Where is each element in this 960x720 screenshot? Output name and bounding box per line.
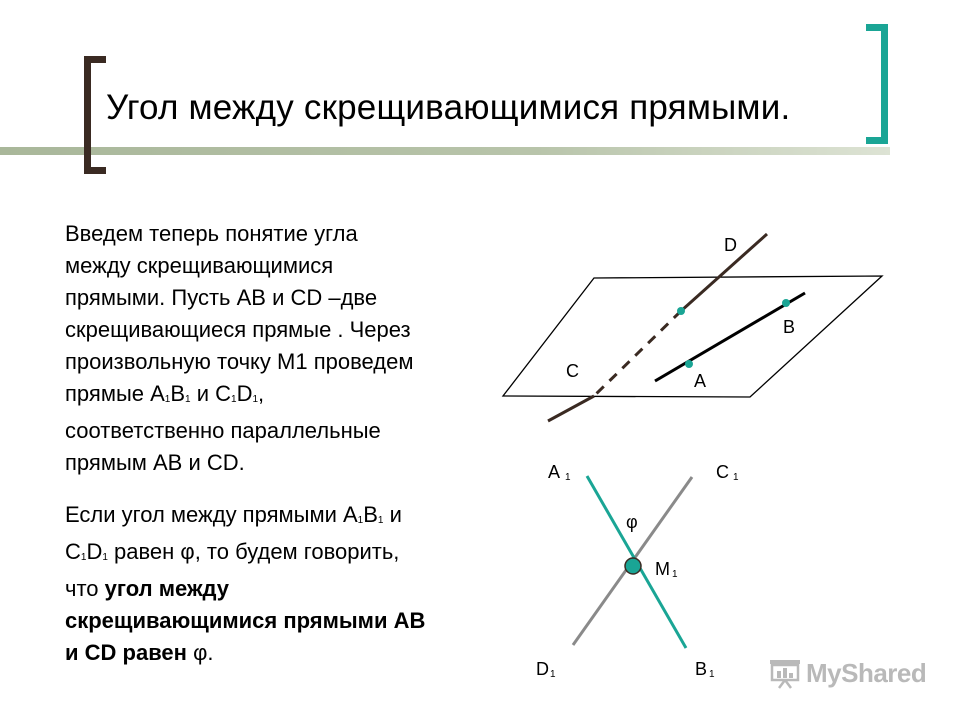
subscript: 1	[80, 552, 87, 563]
text-fragment: D	[86, 539, 103, 564]
subscript: 1	[377, 515, 384, 526]
label-m1: M	[655, 559, 670, 579]
subscript: 1	[164, 394, 171, 405]
label-a1: A	[548, 462, 561, 482]
text-line: Введем теперь понятие угла	[65, 221, 358, 246]
label-d: D	[724, 235, 737, 255]
line-cd-hidden	[594, 311, 681, 396]
bold-text: угол между	[104, 576, 230, 601]
text-fragment: равен φ, то будем говорить,	[107, 539, 400, 564]
label-phi: φ	[626, 512, 638, 532]
text-line: соответственно параллельные	[65, 418, 381, 443]
text-fragment: прямые A	[65, 381, 165, 406]
label-d1-subscript: 1	[550, 669, 556, 680]
point-a	[685, 360, 693, 368]
label-b: B	[783, 317, 796, 337]
label-a1-subscript: 1	[565, 472, 571, 483]
point-on-cd	[677, 307, 685, 315]
text-fragment: Если угол между прямыми A	[65, 502, 358, 527]
bold-text: скрещивающимися прямыми АВ	[65, 608, 426, 633]
label-c1-subscript: 1	[733, 472, 739, 483]
text-fragment: D	[236, 381, 253, 406]
text-line: прямыми. Пусть АВ и CD –две	[65, 285, 378, 310]
label-b1-subscript: 1	[709, 669, 715, 680]
plane-parallelogram	[503, 276, 882, 397]
text-fragment: и C	[190, 381, 231, 406]
bold-text: и CD равен	[65, 640, 194, 665]
watermark-text: MyShared	[806, 657, 927, 688]
label-a: A	[694, 371, 707, 391]
text-fragment: и	[383, 502, 402, 527]
text-fragment: ,	[258, 381, 265, 406]
label-b1: B	[695, 659, 708, 679]
text-line: произвольную точку М1 проведем	[65, 349, 414, 374]
slide-title: Угол между скрещивающимися прямыми.	[106, 88, 791, 127]
label-m1-subscript: 1	[672, 569, 678, 580]
line-cd-lower	[548, 396, 594, 421]
watermark	[768, 655, 926, 691]
subscript: 1	[357, 515, 364, 526]
subscript: 1	[102, 552, 108, 563]
label-d1: D	[536, 659, 549, 679]
text-line: прямым АВ и CD.	[65, 450, 245, 475]
subscript: 1	[185, 394, 191, 405]
label-c: C	[566, 361, 579, 381]
label-c1: C	[716, 462, 729, 482]
text-line: между скрещивающимися	[65, 253, 334, 278]
text-fragment: B	[170, 381, 186, 406]
point-m1	[625, 558, 641, 574]
subscript: 1	[252, 394, 259, 405]
text-line: скрещивающиеся прямые . Через	[65, 317, 411, 342]
point-b	[782, 299, 790, 307]
text-fragment: B	[363, 502, 378, 527]
text-fragment: φ.	[193, 640, 214, 665]
text-fragment: C	[65, 539, 81, 564]
subscript: 1	[231, 394, 237, 405]
presentation-board-icon	[768, 657, 802, 689]
text-fragment: что	[65, 576, 105, 601]
